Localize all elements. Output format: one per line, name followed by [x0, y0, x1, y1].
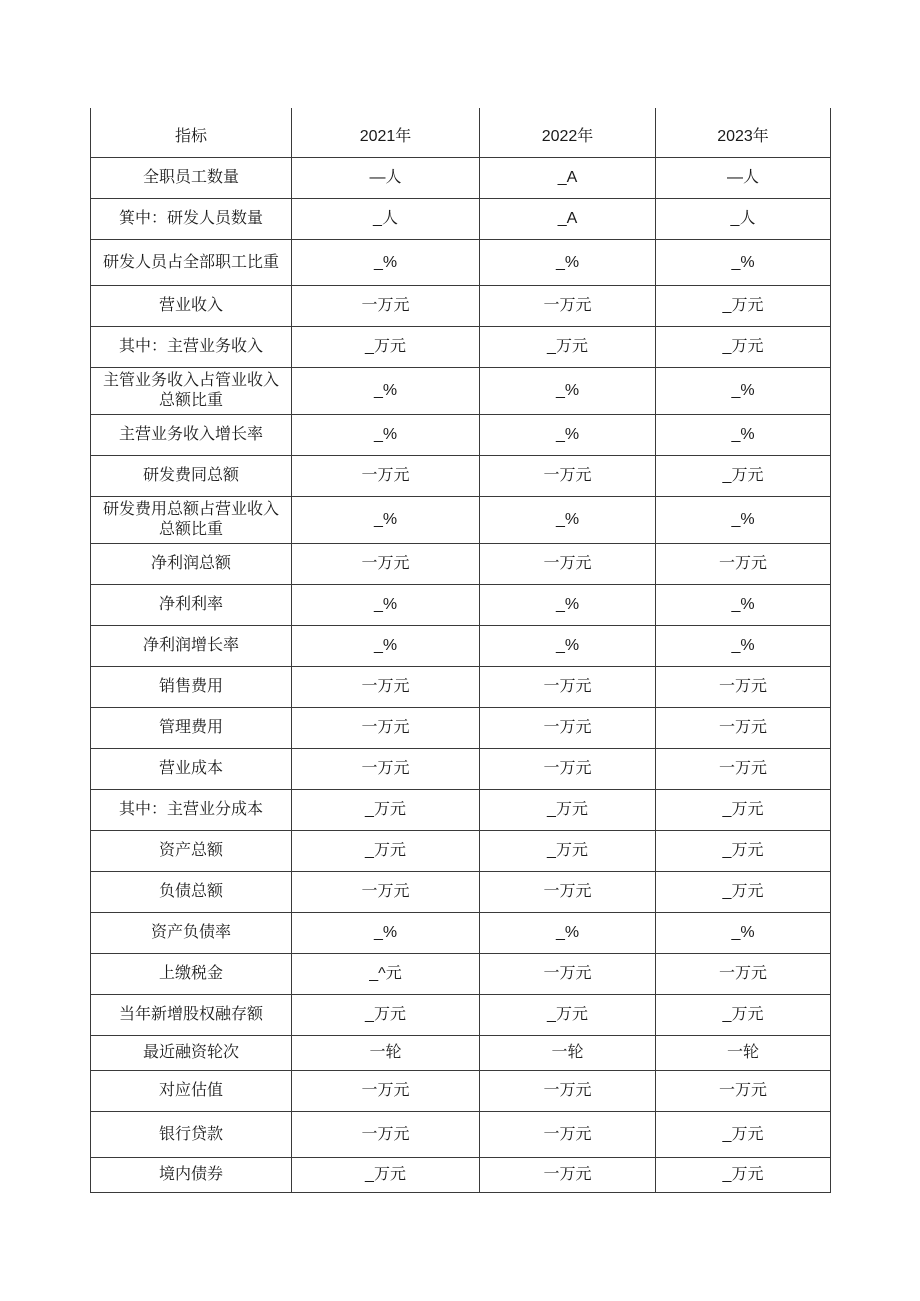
row-label: 最近融资轮次 — [91, 1036, 292, 1071]
cell-2023: _% — [656, 913, 831, 954]
row-label: 研发费用总额占营业收入 总额比重 — [91, 497, 292, 544]
row-label: 研发费同总额 — [91, 456, 292, 497]
row-label: 上缴税金 — [91, 954, 292, 995]
cell-2021: 一万元 — [292, 286, 480, 327]
cell-2021: _万元 — [292, 790, 480, 831]
row-label: 其中：主营业分成本 — [91, 790, 292, 831]
table-row — [91, 415, 831, 456]
table-row — [91, 199, 831, 240]
cell-2023: _% — [656, 626, 831, 667]
row-label: 营业收入 — [91, 286, 292, 327]
cell-2021: 一轮 — [292, 1036, 480, 1071]
table-header-row — [91, 108, 831, 158]
cell-2022: 一万元 — [480, 667, 656, 708]
table-row — [91, 497, 831, 544]
cell-2021: 一万元 — [292, 708, 480, 749]
table-row — [91, 286, 831, 327]
cell-2023: _万元 — [656, 456, 831, 497]
cell-2023: _万元 — [656, 286, 831, 327]
table-row — [91, 790, 831, 831]
cell-2021: 一万元 — [292, 456, 480, 497]
cell-2023: _万元 — [656, 1112, 831, 1158]
row-label: 销售费用 — [91, 667, 292, 708]
table-row — [91, 1112, 831, 1158]
table-row — [91, 456, 831, 497]
cell-2021: _^元 — [292, 954, 480, 995]
table-row — [91, 708, 831, 749]
cell-2021: _万元 — [292, 1158, 480, 1193]
cell-2021: _% — [292, 368, 480, 415]
row-label: 银行贷款 — [91, 1112, 292, 1158]
row-label: 资产总额 — [91, 831, 292, 872]
cell-2021: —人 — [292, 158, 480, 199]
cell-2021: _人 — [292, 199, 480, 240]
cell-2022: 一万元 — [480, 708, 656, 749]
header-cell-2023: 2023年 — [656, 108, 831, 158]
cell-2022: 一万元 — [480, 1071, 656, 1112]
row-label: 主管业务收入占管业收入 总额比重 — [91, 368, 292, 415]
table-row — [91, 1158, 831, 1193]
cell-2023: —人 — [656, 158, 831, 199]
row-label: 主营业务收入增长率 — [91, 415, 292, 456]
cell-2021: 一万元 — [292, 749, 480, 790]
row-label: 资产负债率 — [91, 913, 292, 954]
cell-2022: 一万元 — [480, 456, 656, 497]
cell-2021: 一万元 — [292, 1112, 480, 1158]
table-row — [91, 667, 831, 708]
cell-2021: 一万元 — [292, 872, 480, 913]
row-label: 对应估值 — [91, 1071, 292, 1112]
table-row — [91, 585, 831, 626]
cell-2022: 一万元 — [480, 954, 656, 995]
indicator-table — [90, 108, 831, 1193]
cell-2023: _% — [656, 497, 831, 544]
row-label: 负债总额 — [91, 872, 292, 913]
cell-2021: _万元 — [292, 995, 480, 1036]
cell-2023: 一万元 — [656, 667, 831, 708]
table-row — [91, 544, 831, 585]
cell-2022: _% — [480, 368, 656, 415]
table-row — [91, 158, 831, 199]
cell-2022: _% — [480, 913, 656, 954]
cell-2022: 一万元 — [480, 872, 656, 913]
cell-2023: 一万元 — [656, 1071, 831, 1112]
row-label: 境内债券 — [91, 1158, 292, 1193]
cell-2023: _% — [656, 585, 831, 626]
cell-2022: _A — [480, 199, 656, 240]
cell-2023: 一轮 — [656, 1036, 831, 1071]
cell-2022: _% — [480, 497, 656, 544]
cell-2023: _万元 — [656, 790, 831, 831]
header-cell-2022: 2022年 — [480, 108, 656, 158]
cell-2023: 一万元 — [656, 954, 831, 995]
cell-2023: _万元 — [656, 831, 831, 872]
cell-2023: _万元 — [656, 1158, 831, 1193]
cell-2023: 一万元 — [656, 749, 831, 790]
cell-2022: _% — [480, 585, 656, 626]
row-label: 净利润增长率 — [91, 626, 292, 667]
table-row — [91, 954, 831, 995]
table-row — [91, 872, 831, 913]
table-row — [91, 626, 831, 667]
cell-2021: 一万元 — [292, 1071, 480, 1112]
cell-2022: _% — [480, 240, 656, 286]
row-label: 箕中：研发人员数量 — [91, 199, 292, 240]
cell-2021: _% — [292, 240, 480, 286]
cell-2021: _万元 — [292, 327, 480, 368]
cell-2023: _% — [656, 240, 831, 286]
cell-2022: 一万元 — [480, 1112, 656, 1158]
cell-2022: 一轮 — [480, 1036, 656, 1071]
cell-2023: 一万元 — [656, 708, 831, 749]
cell-2021: _万元 — [292, 831, 480, 872]
cell-2022: _万元 — [480, 327, 656, 368]
table-row — [91, 240, 831, 286]
cell-2021: _% — [292, 497, 480, 544]
row-label: 净利利率 — [91, 585, 292, 626]
row-label: 当年新增股权融存额 — [91, 995, 292, 1036]
cell-2022: 一万元 — [480, 749, 656, 790]
cell-2022: 一万元 — [480, 1158, 656, 1193]
cell-2021: _% — [292, 626, 480, 667]
table-row — [91, 749, 831, 790]
row-label: 营业成本 — [91, 749, 292, 790]
table-row — [91, 913, 831, 954]
cell-2022: 一万元 — [480, 544, 656, 585]
cell-2023: _% — [656, 368, 831, 415]
cell-2022: _A — [480, 158, 656, 199]
cell-2021: 一万元 — [292, 667, 480, 708]
cell-2022: _万元 — [480, 790, 656, 831]
cell-2022: _万元 — [480, 995, 656, 1036]
header-cell-indicator: 指标 — [91, 108, 292, 158]
cell-2021: _% — [292, 415, 480, 456]
cell-2023: _万元 — [656, 995, 831, 1036]
cell-2023: 一万元 — [656, 544, 831, 585]
cell-2023: _万元 — [656, 872, 831, 913]
table-row — [91, 831, 831, 872]
cell-2022: _% — [480, 415, 656, 456]
cell-2021: 一万元 — [292, 544, 480, 585]
cell-2023: _% — [656, 415, 831, 456]
cell-2022: 一万元 — [480, 286, 656, 327]
cell-2021: _% — [292, 913, 480, 954]
cell-2023: _人 — [656, 199, 831, 240]
row-label: 研发人员占全部职工比重 — [91, 240, 292, 286]
cell-2022: _万元 — [480, 831, 656, 872]
row-label: 全职员工数量 — [91, 158, 292, 199]
row-label: 其中：主营业务收入 — [91, 327, 292, 368]
row-label: 净利润总额 — [91, 544, 292, 585]
table-row — [91, 327, 831, 368]
header-cell-2021: 2021年 — [292, 108, 480, 158]
table-row — [91, 368, 831, 415]
row-label: 管理费用 — [91, 708, 292, 749]
table-row — [91, 995, 831, 1036]
cell-2022: _% — [480, 626, 656, 667]
cell-2023: _万元 — [656, 327, 831, 368]
table-row — [91, 1071, 831, 1112]
cell-2021: _% — [292, 585, 480, 626]
table-row — [91, 1036, 831, 1071]
